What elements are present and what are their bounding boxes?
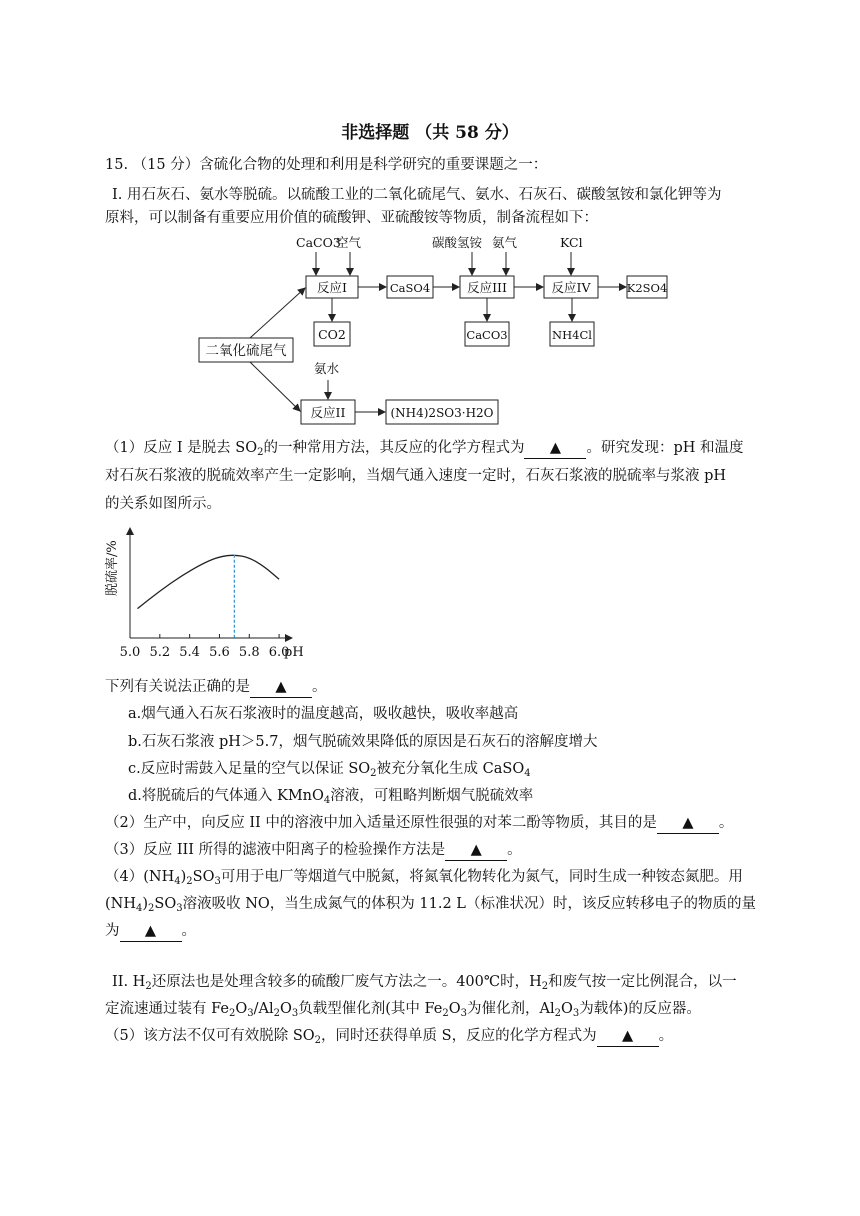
x-tick-label: 6.0	[268, 645, 290, 660]
part2-line2: 定流速通过装有 $Fe_2O_3/Al_2O_3$负载型催化剂(其中 $Fe_2O_3$为催化剂，$Al_2O_3$为载体)的反应器。	[105, 1001, 701, 1019]
x-tick-label: 5.6	[209, 645, 230, 660]
q4-line3: 为 ▲ 。	[105, 921, 196, 942]
answer-blank-6[interactable]: ▲	[597, 1026, 659, 1047]
answer-blank-4[interactable]: ▲	[445, 840, 507, 861]
part1-line2: 原料，可以制备有重要应用价值的硫酸钾、亚硫酸铵等物质，制备流程如下：	[105, 210, 598, 226]
q5: （5）该方法不仅可有效脱除 $SO_2$，同时还获得单质 S，反应的化学方程式为 ▲ 。	[105, 1028, 674, 1046]
flow-r1-label: 反应I	[317, 280, 347, 295]
part1-line1: I. 用石灰石、氨水等脱硫。以硫酸工业的二氧化硫尾气、氨水、石灰石、碳酸氢铵和氯化钾等为	[112, 187, 722, 203]
series-line	[137, 555, 279, 608]
flow-kcl-label: KCl	[560, 235, 583, 250]
option-d: d.将脱硫后的气体通入 KMnO$_4$溶液，可粗略判断烟气脱硫效率	[128, 788, 534, 806]
option-b: b.石灰石浆液 pH＞5.7，烟气脱硫效果降低的原因是石灰石的溶解度增大	[128, 734, 598, 750]
option-c: c.反应时需鼓入足量的空气以保证 $SO_2$被充分氧化生成 CaSO$_4$	[128, 761, 531, 779]
flow-nh3-label: 氨气	[492, 235, 518, 250]
flow-diagram	[0, 0, 860, 440]
flow-k2so4-label: K2SO4	[626, 281, 668, 295]
part2-line1: II. $H_2$还原法也是处理含较多的硫酸厂废气方法之一。400℃时，$H_2$和废气按一定比例混合，以一	[112, 974, 737, 992]
section-title: 非选择题 （共 58 分）	[341, 123, 519, 143]
q1-line2: 对石灰石浆液的脱硫效率产生一定影响，当烟气通入速度一定时，石灰石浆液的脱硫率与浆液 pH	[105, 468, 727, 484]
flow-air-label: 空气	[336, 235, 362, 250]
q4-line2: $(NH_4)_2SO_3$溶液吸收 NO，当生成氮气的体积为 11.2 L（标准状况）时，该反应转移电子的物质的量	[105, 896, 756, 914]
flow-ammonia-water-label: 氨水	[314, 361, 340, 376]
flow-caco3-out-label: CaCO3	[466, 328, 508, 342]
answer-blank-5[interactable]: ▲	[120, 921, 182, 942]
q1-line3: 的关系如图所示。	[105, 496, 221, 512]
q15-intro: 15. （15 分）含硫化合物的处理和利用是科学研究的重要课题之一：	[105, 157, 548, 173]
x-axis-label: pH	[284, 645, 304, 660]
option-a: a.烟气通入石灰石浆液时的温度越高，吸收越快，吸收率越高	[128, 706, 519, 722]
q3: （3）反应 III 所得的滤液中阳离子的检验操作方法是 ▲ 。	[105, 840, 522, 861]
x-tick-label: 5.4	[179, 645, 200, 660]
answer-blank-2[interactable]: ▲	[250, 677, 312, 698]
answer-blank-3[interactable]: ▲	[657, 813, 719, 834]
flow-co2-label: CO2	[318, 327, 346, 342]
select-prompt: 下列有关说法正确的是 ▲ 。	[105, 677, 327, 698]
flow-r3-label: 反应III	[467, 280, 507, 295]
flow-source-label: 二氧化硫尾气	[205, 343, 287, 359]
flow-r4-label: 反应IV	[551, 280, 591, 295]
flow-r2-label: 反应II	[310, 405, 346, 420]
y-axis-label: 脱硫率/%	[105, 540, 120, 596]
flow-caco3-label: CaCO3	[296, 235, 341, 250]
q4-line1: $(4)(NH_4)_2SO_3$可用于电厂等烟道气中脱氮，将氮氧化物转化为氮气，同时生成一种铵态氮肥。用	[105, 869, 743, 887]
flow-caso4-label: CaSO4	[389, 281, 431, 295]
x-tick-label: 5.8	[238, 645, 260, 660]
x-tick-label: 5.2	[149, 645, 171, 660]
answer-blank-1[interactable]: ▲	[524, 438, 586, 459]
flow-product2-label: (NH4)2SO3·H2O	[390, 406, 494, 420]
flow-nh4hco3-label: 碳酸氢铵	[432, 235, 483, 250]
q1-line1: （1）反应 I 是脱去 $SO_2$的一种常用方法，其反应的化学方程式为 ▲ 。研究发现：pH 和温度	[105, 440, 744, 458]
desulfurization-chart	[100, 520, 320, 665]
flow-nh4cl-label: NH4Cl	[552, 328, 592, 342]
x-tick-label: 5.0	[119, 645, 141, 660]
q2: （2）生产中，向反应 II 中的溶液中加入适量还原性很强的对苯二酚等物质，其目的是 ▲ 。	[105, 813, 733, 834]
